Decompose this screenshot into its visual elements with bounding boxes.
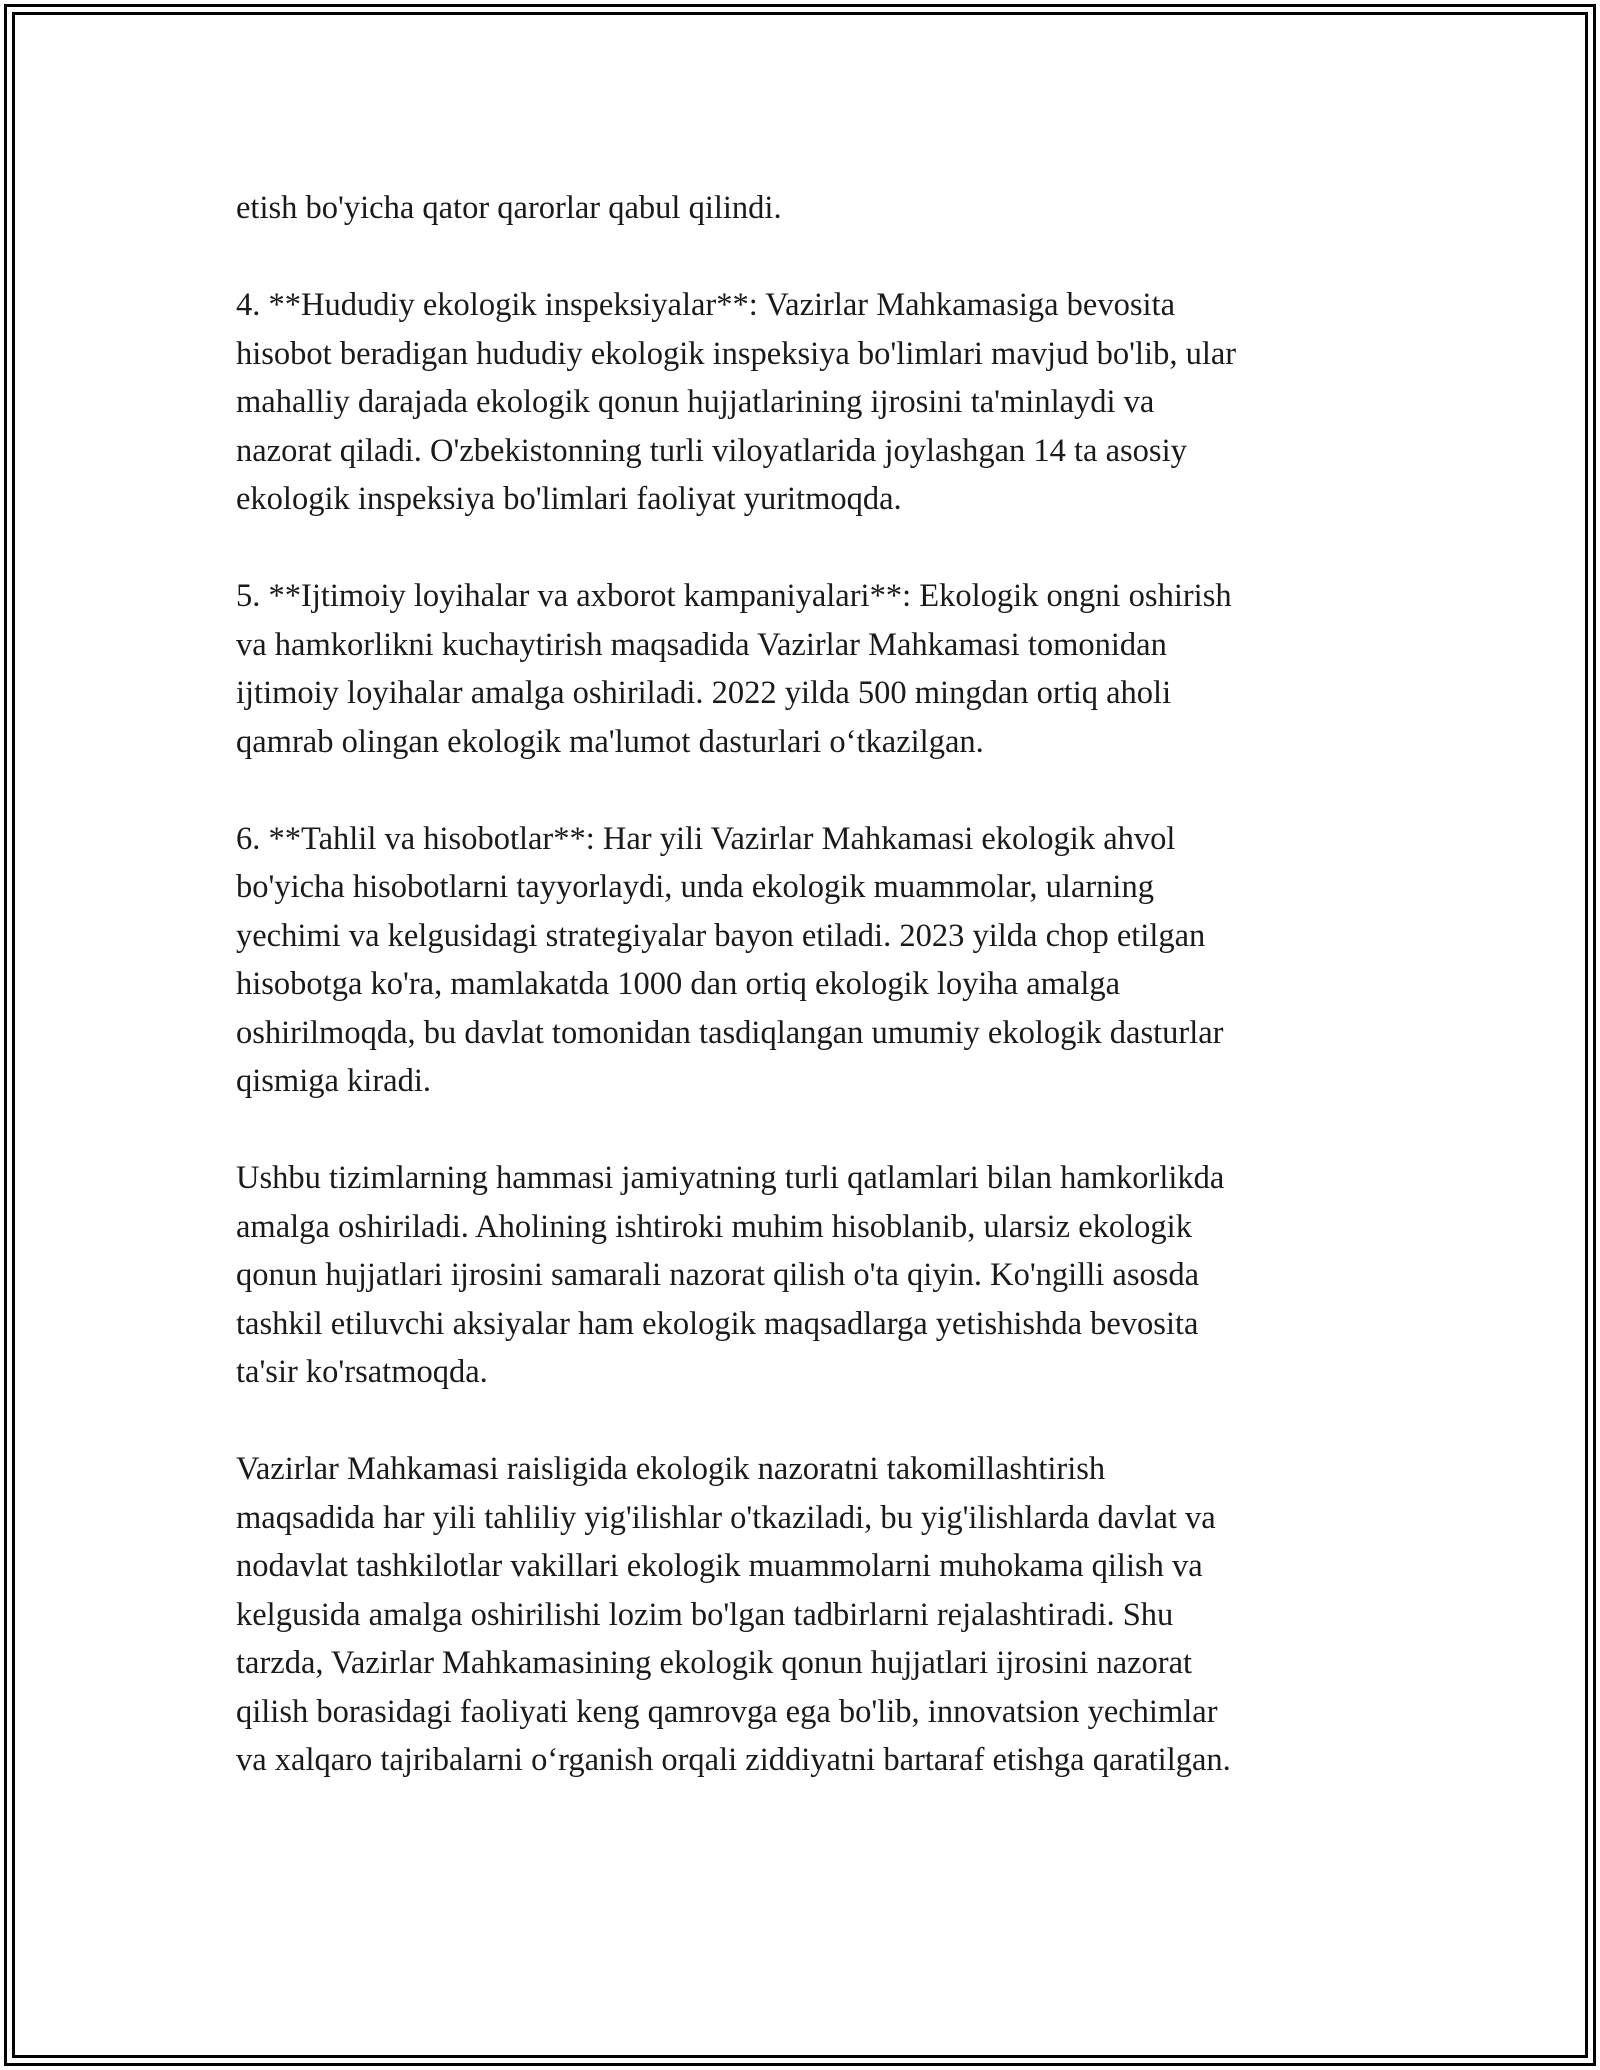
document-body [236,184,1386,1833]
paragraph-continuation: etish bo'yicha qator qarorlar qabul qilindi. [236,190,782,226]
paragraph-item-4-regional-inspections: 4. **Hududiy ekologik inspeksiyalar**: Vazirlar Mahkamasiga bevosita hisobot beradigan hududiy ekologik inspeksiya bo'limlari mavjud bo'lib, ular mahalliy darajada ekologik qonun hujjatlarining ijrosini ta'minlaydi va nazorat qiladi. O'zbekistonning turli viloyatlarida joylashgan 14 ta asosiy ekologik inspeksiya bo'limlari faoliyat yuritmoqda. [236,287,1237,517]
paragraph-item-6-analysis-reports: 6. **Tahlil va hisobotlar**: Har yili Vazirlar Mahkamasi ekologik ahvol bo'yicha hisobotlarni tayyorlaydi, unda ekologik muammolar, ularning yechimi va kelgusidagi strategiyalar bayon etiladi. 2023 yilda chop etilgan hisobotga ko'ra, mamlakatda 1000 dan ortiq ekologik loyiha amalga oshirilmoqda, bu davlat tomonidan tasdiqlangan umumiy ekologik dasturlar qismiga kiradi. [236,820,1224,1099]
paragraph-cooperation: Ushbu tizimlarning hammasi jamiyatning turli qatlamlari bilan hamkorlikda amalga oshiriladi. Aholining ishtiroki muhim hisoblanib, ularsiz ekologik qonun hujjatlari ijrosini samarali nazorat qilish o'ta qiyin. Ko'ngilli asosda tashkil etiluvchi aksiyalar ham ekologik maqsadlarga yetishishda bevosita ta'sir ko'rsatmoqda. [236,1160,1225,1390]
paragraph-item-5-social-projects: 5. **Ijtimoiy loyihalar va axborot kampaniyalari**: Ekologik ongni oshirish va hamkorlikni kuchaytirish maqsadida Vazirlar Mahkamasi tomonidan ijtimoiy loyihalar amalga oshiriladi. 2022 yilda 500 mingdan ortiq aholi qamrab olingan ekologik ma'lumot dasturlari o‘tkazilgan. [236,578,1232,760]
paragraph-conclusion: Vazirlar Mahkamasi raisligida ekologik nazoratni takomillashtirish maqsadida har yili tahliliy yig'ilishlar o'tkaziladi, bu yig'ilishlarda davlat va nodavlat tashkilotlar vakillari ekologik muammolarni muhokama qilish va kelgusida amalga oshirilishi lozim bo'lgan tadbirlarni rejalashtiradi. Shu tarzda, Vazirlar Mahkamasining ekologik qonun hujjatlari ijrosini nazorat qilish borasidagi faoliyati keng qamrovga ega bo'lib, innovatsion yechimlar va xalqaro tajribalarni o‘rganish orqali ziddiyatni bartaraf etishga qaratilgan. [236,1451,1231,1778]
